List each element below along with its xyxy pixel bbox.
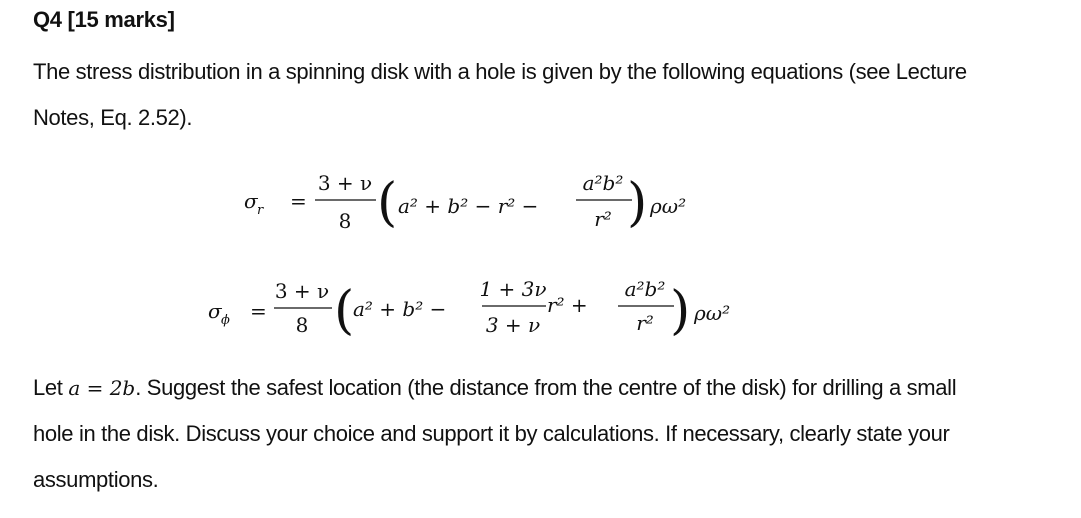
- eq1-bracket-text: a² + b² − r² −: [398, 194, 539, 218]
- eq1-lhs: σ: [244, 189, 258, 213]
- intro-paragraph: [33, 49, 967, 141]
- eq1-right-paren: ): [627, 173, 648, 233]
- eq1-left-paren: (: [377, 173, 398, 233]
- eq2-frac-den: 3 + ν: [485, 313, 541, 337]
- eq1-frac-den: r²: [594, 207, 612, 231]
- eq1-equals: =: [290, 189, 307, 213]
- eq2-frac3-den: r²: [636, 311, 654, 335]
- task-line-1: [33, 365, 956, 411]
- intro-line-1: The stress distribution in a spinning disk with a hole is given by the following equations (see Lecture: [33, 59, 967, 84]
- eq1-tail: ρω²: [650, 194, 687, 218]
- task-line-1-rest: . Suggest the safest location (the distance from the centre of the disk) for drilling a small: [135, 375, 957, 400]
- eq2-mid-text: r² +: [547, 293, 588, 317]
- eq2-frac3-num: a²b²: [624, 277, 666, 301]
- eq1-frac-num: a²b²: [582, 171, 624, 195]
- eq2-bracket-text: a² + b² −: [353, 297, 447, 321]
- task-inline-math: a = 2b: [68, 376, 136, 400]
- task-let: Let: [33, 375, 63, 400]
- intro-line-2: Notes, Eq. 2.52).: [33, 105, 193, 130]
- eq2-frac-num: 1 + 3ν: [479, 277, 547, 301]
- eq2-equals: =: [250, 299, 267, 323]
- eq1-lhs-sub: r: [257, 203, 264, 218]
- eq2-right-paren: ): [670, 281, 691, 341]
- task-line-2: hole in the disk. Discuss your choice and support it by calculations. If necessary, clearly state your: [33, 421, 950, 446]
- task-paragraph: [33, 365, 956, 503]
- question-title: Q4 [15 marks]: [33, 7, 175, 32]
- eq2-lhs-sub: ϕ: [221, 313, 230, 328]
- eq2-lhs: σ: [208, 299, 222, 323]
- eq2-tail: ρω²: [694, 301, 731, 325]
- equation-sigma-phi: [190, 268, 790, 348]
- task-line-3: assumptions.: [33, 467, 159, 492]
- eq2-coef-num: 3 + ν: [274, 279, 330, 303]
- eq1-coef-den: 8: [338, 209, 352, 233]
- equation-sigma-r: [230, 160, 750, 240]
- eq2-coef-den: 8: [295, 313, 309, 337]
- eq1-coef-num: 3 + ν: [317, 171, 373, 195]
- eq2-left-paren: (: [334, 281, 355, 341]
